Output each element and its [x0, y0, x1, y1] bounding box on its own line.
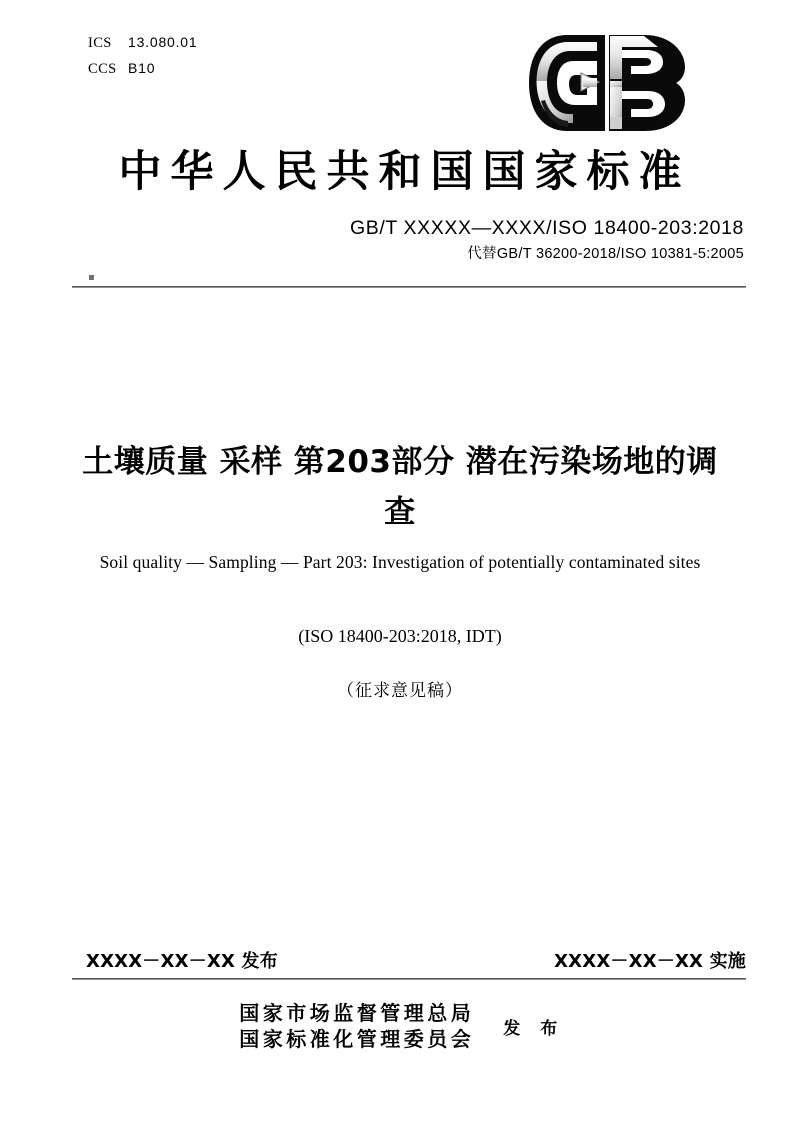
gb-emblem-icon	[527, 33, 687, 133]
ccs-value: B10	[128, 60, 156, 76]
implement-date: XXXX－XX－XX 实施	[554, 951, 746, 972]
ics-row	[88, 30, 197, 56]
page-title: 中华人民共和国国家标准	[118, 147, 691, 197]
issuer-line-1: 国家市场监督管理总局	[239, 1001, 475, 1025]
iso-reference: (ISO 18400-203:2018, IDT)	[298, 626, 502, 646]
ccs-label: CCS	[88, 61, 117, 77]
standard-number: GB/T XXXXX—XXXX/ISO 18400-203:2018	[349, 217, 744, 239]
document-title-chinese: 土壤质量 采样 第203部分 潜在污染场地的调查	[82, 444, 718, 530]
issuer-block	[0, 1000, 800, 1052]
ccs-row	[88, 56, 197, 82]
draft-status-note: （征求意见稿）	[337, 681, 463, 701]
scan-artifact	[89, 275, 94, 280]
classification-codes	[88, 30, 197, 82]
ics-value: 13.080.01	[128, 34, 198, 50]
divider-top	[72, 286, 746, 288]
standard-replaces: 代替GB/T 36200-2018/ISO 10381-5:2005	[467, 246, 744, 262]
document-title-english: Soil quality — Sampling — Part 203: Investigation of potentially contaminated sites	[99, 552, 701, 572]
gb-emblem-letter-g	[529, 35, 605, 131]
footer-dates	[72, 948, 746, 978]
ics-label: ICS	[88, 35, 112, 51]
divider-bottom	[72, 978, 746, 980]
issue-verb: 发 布	[503, 1018, 565, 1039]
gb-emblem-letter-b	[609, 35, 685, 131]
issuer-names	[236, 1000, 475, 1052]
publish-date: XXXX－XX－XX 发布	[86, 951, 278, 972]
issuer-line-2: 国家标准化管理委员会	[239, 1027, 475, 1051]
standard-number-block	[350, 216, 744, 265]
